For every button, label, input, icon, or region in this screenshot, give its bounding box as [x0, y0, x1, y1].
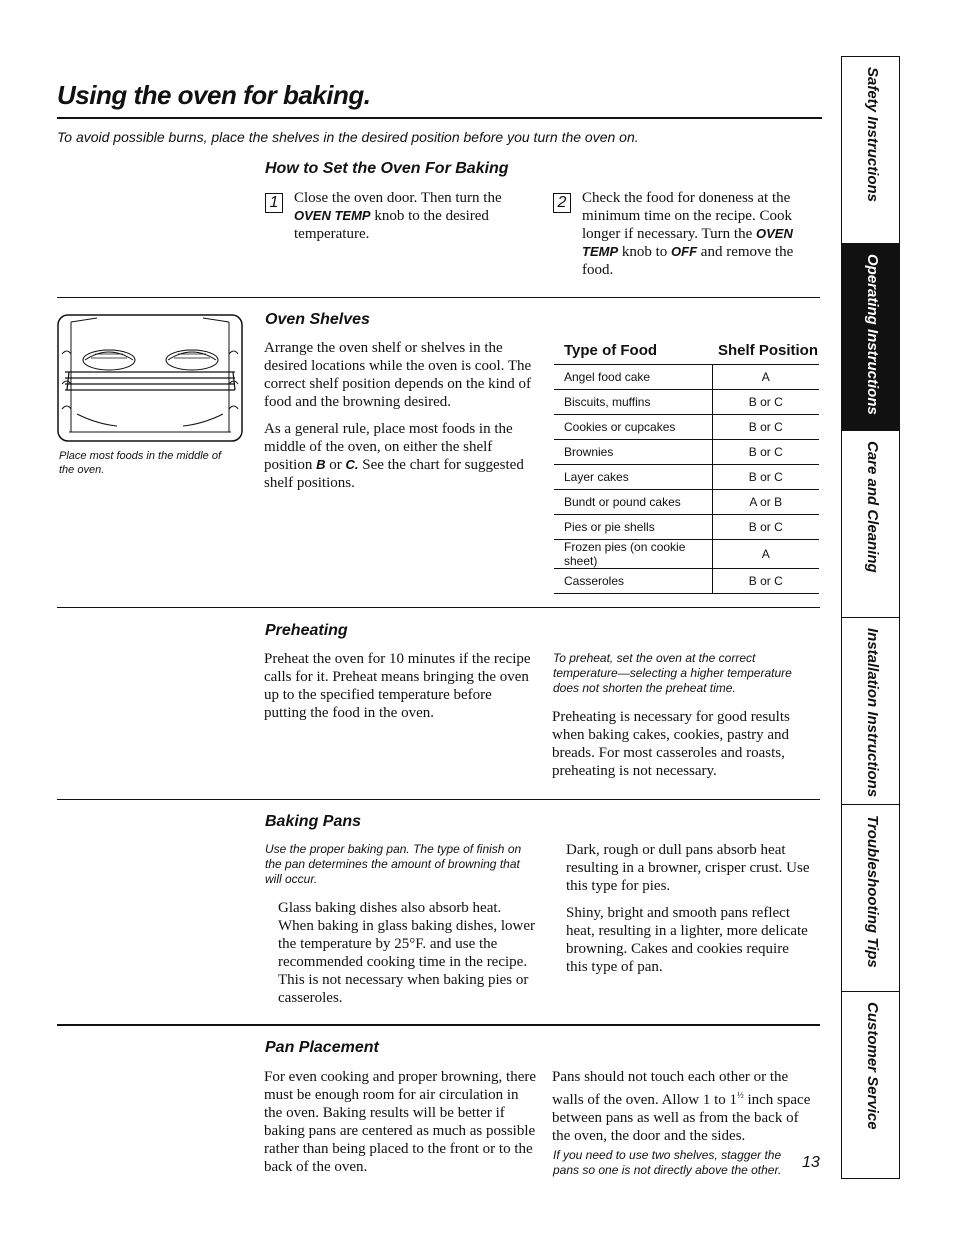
table-row: Casseroles B or C: [554, 569, 819, 594]
page-title: Using the oven for baking.: [57, 80, 371, 110]
table-header-position: Shelf Position: [712, 340, 819, 365]
step-2-badge: 2: [553, 193, 571, 213]
baking-pans-dark: Dark, rough or dull pans absorb heat resulting in a browner, crisper crust. Use this type for pies.: [566, 842, 810, 894]
section-divider: [57, 799, 820, 800]
shelf-position-table: [554, 340, 819, 594]
baking-pans-shiny: Shiny, bright and smooth pans reflect heat, resulting in a lighter, more delicate browning. Cakes and cookies require this type of pan.: [566, 905, 808, 975]
set-oven-heading: How to Set the Oven For Baking: [265, 160, 509, 177]
baking-pans-heading: Baking Pans: [265, 813, 362, 830]
preheating-heading: Preheating: [265, 622, 348, 639]
table-row: Bundt or pound cakes A or B: [554, 490, 819, 515]
tab-troubleshooting-tips[interactable]: Troubleshooting Tips: [842, 805, 899, 992]
baking-pans-note: Use the proper baking pan. The type of finish on the pan determines the amount of browning that will occur.: [265, 842, 522, 886]
illustration-caption: Place most foods in the middle of the oven.: [59, 450, 222, 476]
step-1-text: Close the oven door. Then turn the OVEN TEMP knob to the desired temperature.: [294, 190, 502, 242]
pan-placement-note: If you need to use two shelves, stagger the pans so one is not directly above the other.: [553, 1148, 782, 1177]
preheating-para-2: Preheating is necessary for good results when baking cakes, cookies, pastry and breads. For most casseroles and roasts, preheating is not necessary.: [552, 709, 790, 779]
table-header-food: Type of Food: [554, 340, 712, 365]
section-divider: [57, 607, 820, 608]
oven-shelves-para-2: As a general rule, place most foods in the middle of the oven, on either the shelf position B or C. See the chart for suggested shelf positions.: [264, 421, 524, 491]
step-1-badge: 1: [265, 193, 283, 213]
table-row: Biscuits, muffins B or C: [554, 390, 819, 415]
pan-placement-para-2: Pans should not touch each other or the walls of the oven. Allow 1 to $1^{\frac{1}{2}}$ inch space between pans as well as from the back of the oven, the door and the sides.: [552, 1069, 811, 1144]
tab-installation-instructions[interactable]: Installation Instructions: [842, 618, 899, 805]
burn-warning: To avoid possible burns, place the shelves in the desired position before you turn the oven on.: [57, 129, 639, 145]
oven-shelves-para-1: Arrange the oven shelf or shelves in the desired locations while the oven is cool. The correct shelf position depends on the kind of food and the browning desired.: [264, 340, 532, 410]
tab-customer-service[interactable]: Customer Service: [864, 1002, 881, 1130]
section-divider: [57, 1024, 820, 1026]
step-2-text: Check the food for doneness at the minimum time on the recipe. Cook longer if necessary. Turn the OVEN TEMP knob to OFF and remove the food.: [582, 190, 794, 278]
table-row: Frozen pies (on cookie sheet) A: [554, 540, 819, 569]
table-row: Layer cakes B or C: [554, 465, 819, 490]
preheating-note: To preheat, set the oven at the correct temperature—selecting a higher temperature does not shorten the preheat time.: [553, 651, 792, 695]
pan-placement-para-1: For even cooking and proper browning, there must be enough room for air circulation in the oven. Baking results will be better if baking pans are centered as much as possible rather than being placed to the front or to the back of the oven.: [264, 1069, 537, 1175]
table-row: Cookies or cupcakes B or C: [554, 415, 819, 440]
section-tabs: [841, 56, 900, 1179]
title-rule: [57, 117, 822, 119]
baking-pans-glass: Glass baking dishes also absorb heat. When baking in glass baking dishes, lower the temperature by 25°F. and use the recommended cooking time in the recipe. This is not necessary when baking pies or casseroles.: [278, 900, 536, 1006]
section-divider: [57, 297, 820, 298]
tab-safety-instructions[interactable]: Safety Instructions: [842, 57, 899, 244]
pan-placement-heading: Pan Placement: [265, 1039, 379, 1056]
preheating-para-1: Preheat the oven for 10 minutes if the recipe calls for it. Preheat means bringing the oven up to the specified temperature before putting the food in the oven.: [264, 651, 531, 721]
table-row: Angel food cake A: [554, 365, 819, 390]
tab-care-and-cleaning[interactable]: Care and Cleaning: [842, 431, 899, 618]
page-number: 13: [802, 1154, 820, 1171]
oven-illustration: [57, 314, 243, 447]
table-row: Brownies B or C: [554, 440, 819, 465]
tab-operating-instructions[interactable]: Operating Instructions: [842, 244, 899, 431]
oven-shelves-heading: Oven Shelves: [265, 311, 370, 328]
table-row: Pies or pie shells B or C: [554, 515, 819, 540]
